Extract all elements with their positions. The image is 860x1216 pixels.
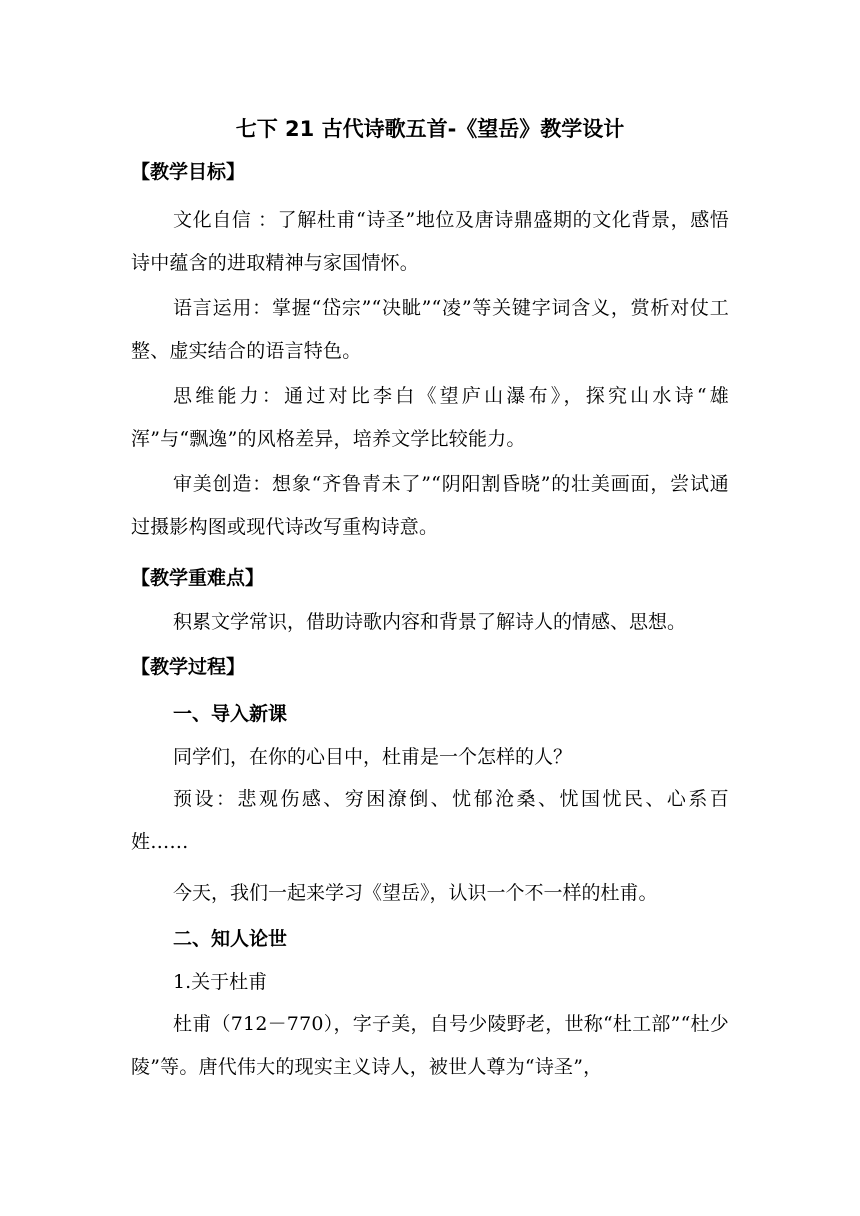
process-part2-subheading: 1.关于杜甫: [173, 971, 268, 993]
process-part1-preset: 预设：悲观伤感、穷困潦倒、忧郁沧桑、忧国忧民、心系百姓……: [131, 788, 729, 853]
process-part2-bio: 杜甫（712－770），字子美，自号少陵野老，世称“杜工部”“杜少陵”等。唐代伟大的现实主义诗人，被世人尊为“诗圣”，: [131, 1013, 729, 1078]
section-heading-key-points: 【教学重难点】: [131, 567, 265, 589]
goal-aesthetic-creation: 审美创造：想象“齐鲁青未了”“阴阳割昏晓”的壮美画面，尝试通过摄影构图或现代诗改写重构诗意。: [131, 473, 729, 538]
process-part1-intro: 今天，我们一起来学习《望岳》，认识一个不一样的杜甫。: [173, 882, 658, 904]
goal-cultural-confidence: 文化自信 ：了解杜甫“诗圣”地位及唐诗鼎盛期的文化背景，感悟诗中蕴含的进取精神与家国情怀。: [131, 209, 729, 274]
section-heading-goals: 【教学目标】: [131, 161, 246, 183]
goal-thinking-ability: 思维能力：通过对比李白《望庐山瀑布》，探究山水诗“雄浑”与“飘逸”的风格差异，培养文学比较能力。: [131, 385, 729, 450]
key-points-text: 积累文学常识，借助诗歌内容和背景了解诗人的情感、思想。: [173, 611, 687, 633]
section-heading-process: 【教学过程】: [131, 656, 246, 678]
process-part1-heading: 一、导入新课: [173, 703, 288, 725]
goal-language-use: 语言运用：掌握“岱宗”“决眦”“凌”等关键字词含义，赏析对仗工整、虚实结合的语言特色。: [131, 297, 729, 362]
process-part2-heading: 二、知人论世: [173, 928, 288, 950]
process-part1-question: 同学们，在你的心目中，杜甫是一个怎样的人？: [173, 746, 573, 768]
document-title: 七下 21 古代诗歌五首-《望岳》教学设计: [235, 117, 625, 141]
